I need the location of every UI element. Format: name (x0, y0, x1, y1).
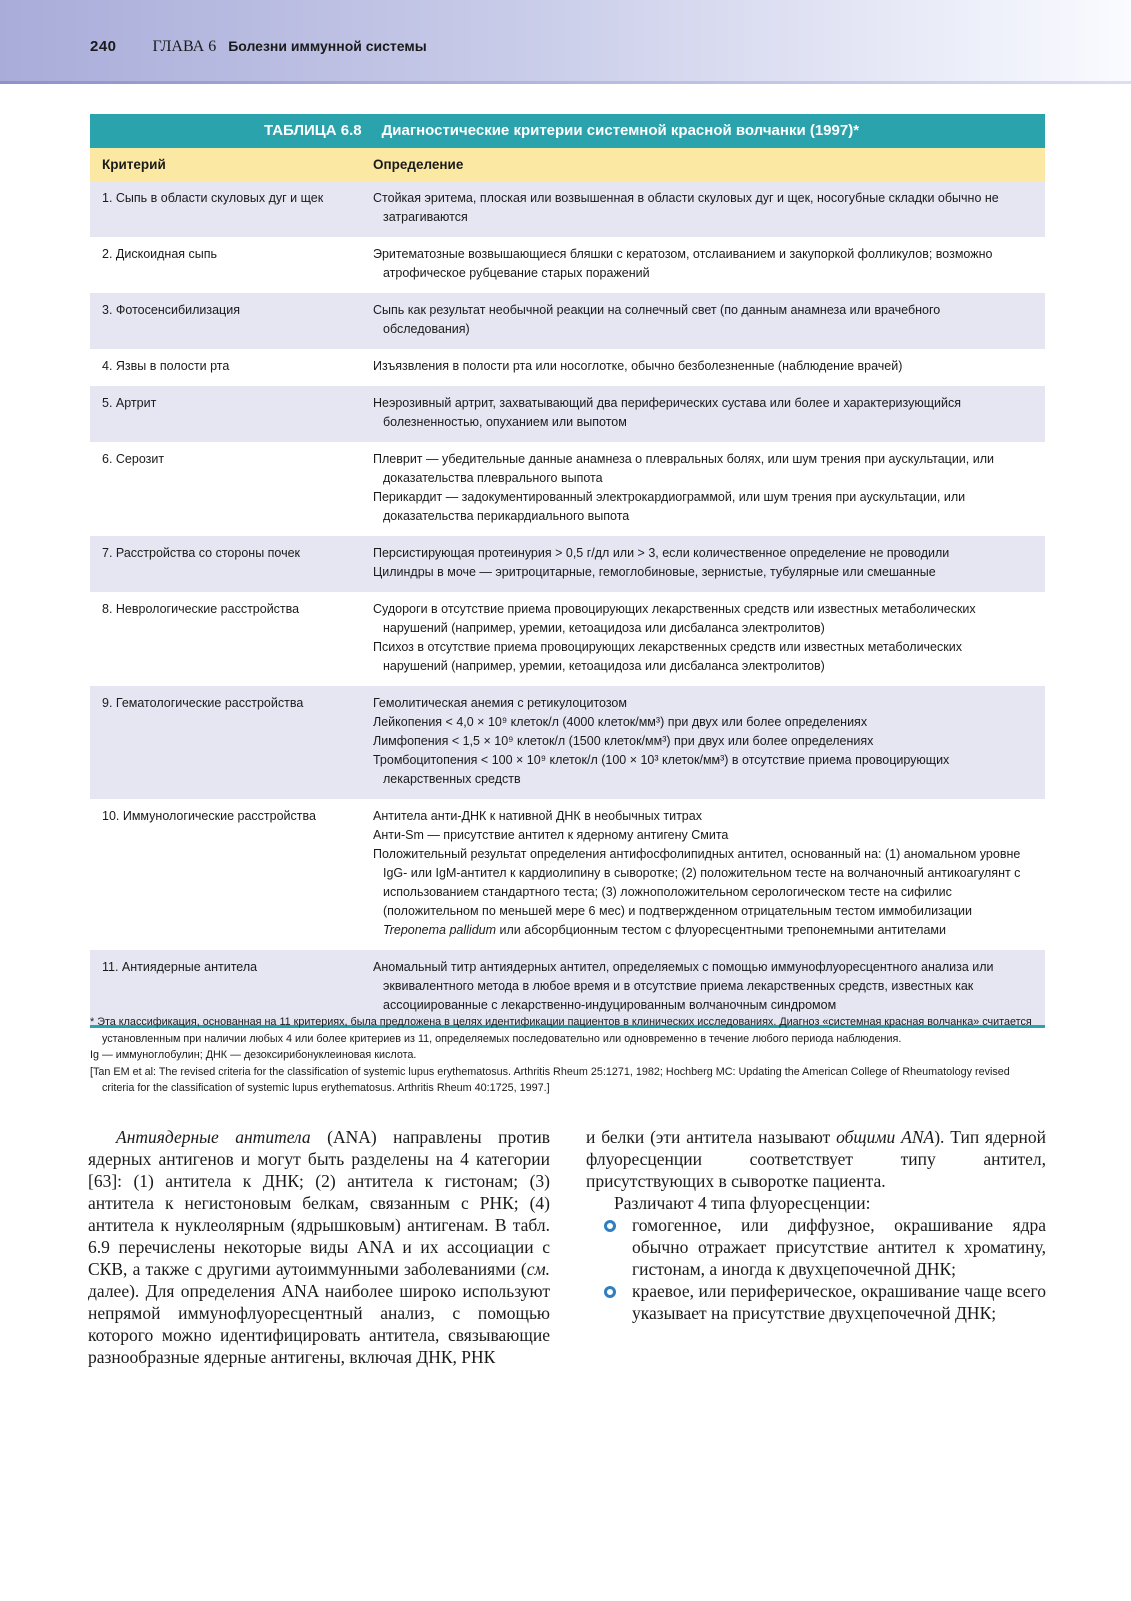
definition-cell (373, 592, 1045, 686)
definition-line: Гемолитическая анемия с ретикулоцитозом (373, 696, 627, 710)
footnote-asterisk: * Эта классификация, основанная на 11 критериях, была предложена в целях идентификации пациентов в клинических исследованиях. Диагноз «системная красная волчанка» считается установленным при наличии любых 4 или более критериев из 11, определяемых последовательно или одновременно в течение любого периода наблюдения. (90, 1016, 1032, 1045)
table-row (90, 181, 1045, 237)
paragraph-ana (88, 1126, 550, 1368)
paragraph-text-tail: ). Тип ядерной флуоресценции соответствует типу антител, присутствующих в сыворотке пациента. (586, 1127, 1046, 1191)
criterion-cell: 11. Антиядерные антитела (102, 960, 258, 974)
definition-line: Изъязвления в полости рта или носоглотке, обычно безболезненные (наблюдение врачей) (373, 359, 903, 373)
chapter-title: Болезни иммунной системы (228, 38, 427, 54)
definition-line: Положительный результат определения антифосфолипидных антител, основанный на: (1) аномальном уровне IgG- или IgM-антител к кардиолипину в сыворотке; (2) положительном тесте на волчаночный антикоагулянт с использованием стандартного теста; (3) ложноположительном серологическом тесте на сифилис (положительном по меньшей мере 6 мес) и подтвержденном отрицательным тестом иммобилизации Treponema pallidum или абсорбционным тестом с флуоресцентными трепонемными антителами (373, 847, 1021, 937)
body-column-left (88, 1126, 550, 1368)
bullet-text: гомогенное, или диффузное, окрашивание ядра обычно отражает присутствие антител к хроматину, гистонам, а иногда к двухцепочечной ДНК; (632, 1215, 1046, 1279)
table-row (90, 536, 1045, 592)
criterion-cell: 5. Артрит (102, 396, 157, 410)
definition-cell (373, 237, 1045, 293)
bullet-item (586, 1214, 1046, 1280)
definition-line: Анти-Sm — присутствие антител к ядерному антигену Смита (373, 828, 729, 842)
definition-line: Плеврит — убедительные данные анамнеза о плевральных болях, или шум трения при аускультации, или доказательства плеврального выпота (373, 452, 994, 485)
definition-line: Сыпь как результат необычной реакции на солнечный свет (по данным анамнеза или врачебного обследования) (373, 303, 941, 336)
page-number: 240 (90, 38, 117, 55)
table-body (90, 181, 1045, 1025)
criterion-cell: 7. Расстройства со стороны почек (102, 546, 301, 560)
definition-cell (373, 799, 1045, 950)
table-title: Диагностические критерии системной красной волчанки (1997)* (381, 122, 860, 139)
definition-cell (373, 442, 1045, 536)
criterion-cell: 8. Неврологические расстройства (102, 602, 300, 616)
definition-cell (373, 386, 1045, 442)
paragraph-fluorescence-types: Различают 4 типа флуоресценции: (614, 1193, 871, 1213)
criterion-cell: 9. Гематологические расстройства (102, 696, 304, 710)
bullet-text: краевое, или периферическое, окрашивание чаще всего указывает на присутствие двухцепочечной ДНК; (632, 1281, 1046, 1323)
definition-line: Перикардит — задокументированный электрокардиограммой, или шум трения при аускультации, или доказательства перикардиального выпота (373, 490, 966, 523)
criterion-cell: 3. Фотосенсибилизация (102, 303, 240, 317)
definition-line: Неэрозивный артрит, захватывающий два периферических сустава или более и характеризующийся болезненностью, опуханием или выпотом (373, 396, 961, 429)
definition-cell (373, 181, 1045, 237)
table-row (90, 592, 1045, 686)
table-row (90, 686, 1045, 799)
paragraph-text-tail: далее). Для определения ANA наиболее широко используют непрямой иммунофлуоресцентный анализ, с помощью которого можно идентифицировать антитела, связывающие разнообразные ядерные антигены, включая ДНК, РНК (88, 1281, 550, 1367)
term-ana: Антиядерные антитела (116, 1127, 311, 1147)
criterion-cell: 2. Дискоидная сыпь (102, 247, 218, 261)
definition-line: Аномальный титр антиядерных антител, определяемых с помощью иммунофлуоресцентного анализа или эквивалентного метода в любое время и в отсутствие приема лекарственных средств, известных как ассоциированные с лекарственно-индуцированным волчаночным синдромом (373, 960, 994, 1012)
footnote-abbreviations: Ig — иммуноглобулин; ДНК — дезоксирибонуклеиновая кислота. (90, 1049, 417, 1061)
column-header-definition: Определение (373, 157, 464, 172)
term-general-ana: общими ANA (836, 1127, 935, 1147)
table-row (90, 386, 1045, 442)
criterion-cell: 4. Язвы в полости рта (102, 359, 230, 373)
footnote-references: [Tan EM et al: The revised criteria for the classification of systemic lupus erythematosus. Arthritis Rheum 25:1271, 1982; Hochberg MC: Updating the American College of Rheumatology revised criteria for the classification of systemic lupus erythematosus. Arthritis Rheum 40:1725, 1997.] (90, 1065, 1010, 1094)
definition-line: Судороги в отсутствие приема провоцирующих лекарственных средств или известных метаболических нарушений (например, уремии, кетоацидоза или дисбаланса электролитов) (373, 602, 976, 635)
definition-line: Эритематозные возвышающиеся бляшки с кератозом, отслаиванием и закупоркой фолликулов; возможно атрофическое рубцевание старых поражений (373, 247, 993, 280)
criterion-cell: 10. Иммунологические расстройства (102, 809, 316, 823)
bullet-icon (604, 1286, 616, 1298)
paragraph-text: и белки (эти антитела называют (586, 1127, 837, 1147)
table-number: ТАБЛИЦА 6.8 (264, 122, 362, 139)
definition-cell (373, 536, 1045, 592)
table-row (90, 799, 1045, 950)
definition-cell (373, 686, 1045, 799)
definition-line: Антитела анти-ДНК к нативной ДНК в необычных титрах (373, 809, 702, 823)
header-rule (0, 81, 1131, 84)
definition-line: Психоз в отсутствие приема провоцирующих лекарственных средств или известных метаболических нарушений (например, уремии, кетоацидоза или дисбаланса электролитов) (373, 640, 962, 673)
definition-cell (373, 293, 1045, 349)
criterion-cell: 1. Сыпь в области скуловых дуг и щек (102, 191, 324, 205)
paragraph-text: (ANA) направлены против ядерных антигенов и могут быть разделены на 4 категории [63]: (1) антитела к ДНК; (2) антитела к гистонам; (3) антитела к негистоновым белкам, связанным с РНК; (4) антитела к нуклеолярным (ядрышковым) антигенам. В табл. 6.9 перечислены некоторые виды ANA и их ассоциации с СКВ, а также с другими аутоиммунными заболеваниями ( (88, 1127, 550, 1279)
definition-line: Персистирующая протеинурия > 0,5 г/дл или > 3, если количественное определение не проводили (373, 546, 950, 560)
chapter-label: ГЛАВА 6 (152, 38, 217, 55)
definition-cell (373, 349, 1045, 386)
definition-line: Лейкопения < 4,0 × 10⁹ клеток/л (4000 клеток/мм³) при двух или более определениях (373, 715, 868, 729)
table-row (90, 349, 1045, 386)
table-row (90, 293, 1045, 349)
table-header-row (90, 148, 1045, 181)
running-header (90, 38, 427, 56)
table-footnotes (90, 1014, 1045, 1097)
paragraph-continuation (586, 1126, 1046, 1192)
body-column-right (586, 1126, 1046, 1324)
definition-line: Лимфопения < 1,5 × 10⁹ клеток/л (1500 клеток/мм³) при двух или более определениях (373, 734, 874, 748)
see-ref: см. (526, 1259, 550, 1279)
table-title-bar (90, 114, 1045, 148)
criterion-cell: 6. Серозит (102, 452, 165, 466)
definition-line: Стойкая эритема, плоская или возвышенная в области скуловых дуг и щек, носогубные складки обычно не затрагиваются (373, 191, 999, 224)
table-row (90, 237, 1045, 293)
definition-line: Цилиндры в моче — эритроцитарные, гемоглобиновые, зернистые, тубулярные или смешанные (373, 565, 936, 579)
criteria-table (90, 114, 1045, 1028)
bullet-item (586, 1280, 1046, 1324)
definition-line: Тромбоцитопения < 100 × 10⁹ клеток/л (100 × 10³ клеток/мм³) в отсутствие приема провоцирующих лекарственных средств (373, 753, 950, 786)
table-row (90, 442, 1045, 536)
bullet-icon (604, 1220, 616, 1232)
column-header-criterion: Критерий (102, 157, 166, 172)
